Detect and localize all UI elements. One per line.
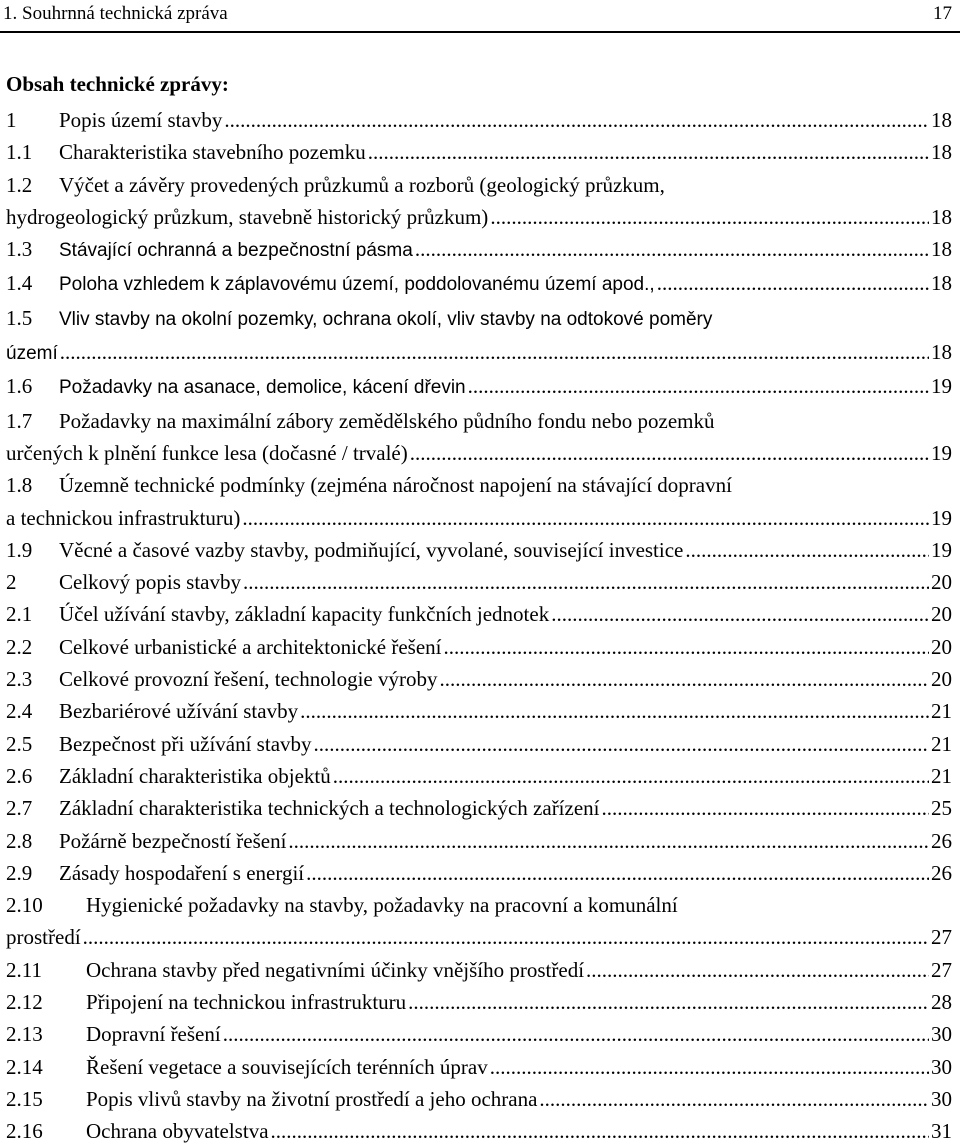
toc-entry[interactable]	[6, 792, 952, 824]
toc-entry-title: hydrogeologický průzkum, stavebně historický průzkum)	[6, 204, 489, 229]
toc-entry-line	[6, 857, 952, 889]
toc-leader-dots	[243, 566, 929, 598]
toc-entry-title: Účel užívání stavby, základní kapacity funkčních jednotek	[59, 602, 550, 627]
toc-entry-text	[6, 136, 366, 168]
toc-entry-number: 2.16	[6, 1119, 43, 1144]
toc-entry-number: 1.4	[6, 271, 33, 296]
toc-entry-line	[6, 986, 952, 1018]
toc-entry-text	[6, 469, 732, 501]
toc-leader-dots	[368, 136, 929, 168]
toc-entry[interactable]	[6, 169, 952, 234]
toc-leader-dots	[271, 1115, 929, 1147]
toc-entry-title: Hygienické požadavky na stavby, požadavky na pracovní a komunální	[86, 893, 678, 918]
toc-entry-text	[6, 598, 549, 630]
toc-entry-text	[6, 534, 683, 566]
toc-page-number: 21	[931, 763, 952, 788]
toc-leader-dots	[314, 728, 929, 760]
toc-entry-number: 2.2	[6, 634, 33, 659]
toc-entry-text	[6, 986, 406, 1018]
toc-entry-title: Popis území stavby	[59, 108, 223, 132]
toc-entry[interactable]	[6, 566, 952, 598]
toc-entry-number: 2.13	[6, 1022, 43, 1047]
toc-entry-title: Řešení vegetace a souvisejících terénních úprav	[86, 1054, 488, 1079]
toc-entry-line	[6, 302, 952, 336]
toc-entry-text	[6, 1018, 221, 1050]
toc-entry-number: 1.8	[6, 473, 33, 498]
toc-entry[interactable]	[6, 104, 952, 136]
toc-entry-text	[6, 104, 222, 136]
toc-entry-title: Připojení na technickou infrastrukturu	[86, 990, 407, 1015]
toc-leader-dots	[224, 104, 929, 136]
toc-entry-line	[6, 889, 952, 921]
toc-entry-title: Požadavky na maximální zábory zemědělského půdního fondu nebo pozemků	[59, 408, 715, 433]
toc-entry-title: Ochrana obyvatelstva	[86, 1119, 269, 1144]
toc-entry-number: 2.5	[6, 731, 33, 756]
header-title: 1. Souhrnná technická zpráva	[3, 3, 228, 24]
toc-entry-number: 1.7	[6, 408, 33, 433]
toc-entry-line	[6, 631, 952, 663]
toc-page-number: 27	[931, 925, 952, 950]
toc-entry-title: území	[6, 343, 58, 365]
toc-entry-title: Věcné a časové vazby stavby, podmiňující, vyvolané, související investice	[59, 537, 684, 562]
toc-leader-dots	[408, 986, 929, 1018]
toc-entry-line	[6, 201, 952, 233]
toc-entry[interactable]	[6, 136, 952, 168]
toc-entry-title: Celkový popis stavby	[59, 570, 241, 595]
toc-entry-number: 2.3	[6, 667, 33, 692]
toc-entry-line	[6, 502, 952, 534]
toc-entry-number: 2.6	[6, 763, 33, 788]
toc-entry-text	[6, 1083, 537, 1115]
toc-leader-dots	[223, 1018, 929, 1050]
toc-page-number: 30	[931, 1054, 952, 1079]
toc-page-number: 18	[931, 108, 952, 132]
toc-leader-dots	[410, 437, 929, 469]
toc-entry-text	[6, 695, 298, 727]
toc-page-number: 19	[931, 505, 952, 530]
toc-entry-number: 1.2	[6, 172, 33, 197]
toc-page-number: 19	[931, 440, 952, 465]
toc-entry[interactable]	[6, 1083, 952, 1115]
toc-entry-title: Ochrana stavby před negativními účinky vnějšího prostředí	[86, 957, 585, 982]
toc-leader-dots	[415, 233, 929, 265]
toc-entry-title: Vliv stavby na okolní pozemky, ochrana okolí, vliv stavby na odtokové poměry	[59, 308, 713, 330]
toc-entry-line	[6, 728, 952, 760]
toc-entry-number: 1.6	[6, 374, 33, 399]
toc-entry-text	[6, 921, 81, 953]
toc-leader-dots	[539, 1083, 929, 1115]
toc-entry-text	[6, 1115, 269, 1147]
toc-entry-title: Celkové provozní řešení, technologie výroby	[59, 667, 438, 692]
toc-entry-text	[6, 566, 241, 598]
toc-entry-line	[6, 469, 952, 501]
toc-page-number: 18	[931, 204, 952, 229]
toc-entry-text	[6, 405, 714, 437]
toc-entry-text	[6, 169, 665, 201]
toc-leader-dots	[685, 534, 929, 566]
toc-page-number: 20	[931, 667, 952, 692]
toc-entry-text	[6, 857, 304, 889]
toc-leader-dots	[60, 336, 929, 368]
toc-entry[interactable]	[6, 370, 952, 404]
toc-leader-dots	[444, 631, 929, 663]
toc-entry-title: Popis vlivů stavby na životní prostředí a jeho ochrana	[86, 1086, 538, 1111]
toc-entry-text	[6, 663, 437, 695]
toc-page-number: 28	[931, 990, 952, 1015]
toc-entry-line	[6, 663, 952, 695]
toc-entry-title: Bezbariérové užívání stavby	[59, 699, 299, 724]
toc-entry-number: 2	[6, 570, 17, 595]
toc-entry-title: Stávající ochranná a bezpečnostní pásma	[59, 240, 413, 262]
toc-entry-line	[6, 370, 952, 404]
toc-entry[interactable]	[6, 233, 952, 267]
toc-page-number: 30	[931, 1022, 952, 1047]
toc-entry[interactable]	[6, 631, 952, 663]
toc-entry-text	[6, 233, 413, 267]
toc-page-number: 21	[931, 699, 952, 724]
toc-page-number: 19	[931, 374, 952, 399]
toc-entry-line	[6, 136, 952, 168]
toc-leader-dots	[468, 370, 929, 402]
toc-leader-dots	[490, 1051, 929, 1083]
toc-leader-dots	[83, 921, 929, 953]
toc-entry-title: Územně technické podmínky (zejména náročnost napojení na stávající dopravní	[59, 473, 732, 498]
toc-leader-dots	[439, 663, 929, 695]
toc-entry-text	[6, 437, 408, 469]
toc-entry[interactable]	[6, 267, 952, 301]
toc-entry[interactable]	[6, 1051, 952, 1083]
toc-page-number: 20	[931, 634, 952, 659]
toc-entry[interactable]	[6, 728, 952, 760]
toc-entry-text	[6, 954, 584, 986]
toc-entry-line	[6, 1051, 952, 1083]
toc-entry[interactable]	[6, 986, 952, 1018]
toc-entry-title: Celkové urbanistické a architektonické řešení	[59, 634, 442, 659]
toc-entry-title: Základní charakteristika technických a technologických zařízení	[59, 796, 600, 821]
toc-leader-dots	[490, 201, 929, 233]
toc-entry-number: 2.15	[6, 1086, 43, 1111]
toc-entry-number: 1.5	[6, 305, 33, 330]
toc-entry-title: Základní charakteristika objektů	[59, 763, 331, 788]
toc-entry-title: Poloha vzhledem k záplavovému území, poddolovanému území apod.,	[59, 274, 655, 296]
toc-page-number: 20	[931, 602, 952, 627]
toc-entry-text	[6, 502, 240, 534]
toc-entry-line	[6, 437, 952, 469]
toc-leader-dots	[333, 760, 929, 792]
toc-entry[interactable]	[6, 302, 952, 371]
toc-entry[interactable]	[6, 889, 952, 954]
toc-leader-dots	[300, 695, 929, 727]
toc-entry-text	[6, 302, 712, 336]
toc-entry-number: 2.8	[6, 828, 33, 853]
toc-entry[interactable]	[6, 760, 952, 792]
toc-entry-text	[6, 792, 600, 824]
toc-entry-line	[6, 1083, 952, 1115]
toc-entry-line	[6, 104, 952, 136]
toc-leader-dots	[586, 954, 929, 986]
toc-entry-line	[6, 954, 952, 986]
toc-leader-dots	[242, 502, 929, 534]
toc-entry-title: Požadavky na asanace, demolice, kácení dřevin	[59, 377, 466, 399]
toc-leader-dots	[288, 825, 929, 857]
toc-entry-number: 1	[6, 108, 17, 132]
toc-entry-line	[6, 760, 952, 792]
toc-entry-line	[6, 695, 952, 727]
toc-entry-line	[6, 598, 952, 630]
toc-entry-text	[6, 728, 312, 760]
table-of-contents	[6, 104, 952, 1148]
toc-entry[interactable]	[6, 469, 952, 534]
toc-entry[interactable]	[6, 695, 952, 727]
toc-entry-text	[6, 267, 655, 301]
toc-entry[interactable]	[6, 598, 952, 630]
toc-page-number: 26	[931, 860, 952, 885]
toc-entry-title: Dopravní řešení	[86, 1022, 221, 1047]
toc-entry-number: 1.3	[6, 237, 33, 262]
toc-heading: Obsah technické zprávy:	[6, 72, 229, 96]
toc-page-number: 21	[931, 731, 952, 756]
toc-entry-line	[6, 534, 952, 566]
toc-leader-dots	[551, 598, 929, 630]
toc-entry[interactable]	[6, 857, 952, 889]
toc-entry-text	[6, 336, 58, 370]
toc-entry-number: 2.1	[6, 602, 33, 627]
header-page-number: 17	[933, 3, 952, 24]
toc-entry-number: 2.12	[6, 990, 43, 1015]
toc-page-number: 30	[931, 1086, 952, 1111]
toc-entry-line	[6, 566, 952, 598]
toc-entry[interactable]	[6, 1115, 952, 1147]
toc-entry-number: 2.11	[6, 957, 42, 982]
toc-entry[interactable]	[6, 825, 952, 857]
toc-entry-number: 2.14	[6, 1054, 43, 1079]
toc-entry-text	[6, 631, 442, 663]
toc-entry-line	[6, 169, 952, 201]
toc-entry-title: Požárně bezpečností řešení	[59, 828, 287, 853]
toc-entry-title: určených k plnění funkce lesa (dočasné / trvalé)	[6, 440, 408, 465]
toc-entry-line	[6, 921, 952, 953]
toc-entry-number: 2.10	[6, 893, 43, 918]
toc-entry[interactable]	[6, 405, 952, 470]
toc-entry-text	[6, 1051, 488, 1083]
toc-leader-dots	[657, 267, 929, 299]
toc-entry-line	[6, 405, 952, 437]
toc-entry-text	[6, 760, 331, 792]
toc-page-number: 31	[931, 1119, 952, 1144]
toc-entry-number: 1.9	[6, 537, 33, 562]
toc-entry-line	[6, 267, 952, 301]
toc-page-number: 18	[931, 271, 952, 296]
toc-entry-title: Zásady hospodaření s energií	[59, 860, 305, 885]
toc-leader-dots	[602, 792, 930, 824]
toc-entry-line	[6, 792, 952, 824]
toc-entry-title: prostředí	[6, 925, 81, 950]
toc-entry-title: a technickou infrastrukturu)	[6, 505, 241, 530]
toc-entry-text	[6, 889, 678, 921]
toc-entry[interactable]	[6, 1018, 952, 1050]
toc-entry-title: Bezpečnost při užívání stavby	[59, 731, 312, 756]
toc-entry-number: 2.4	[6, 699, 33, 724]
toc-entry-line	[6, 336, 952, 370]
toc-entry-number: 2.9	[6, 860, 33, 885]
toc-entry-text	[6, 370, 466, 404]
toc-entry-line	[6, 233, 952, 267]
toc-leader-dots	[306, 857, 929, 889]
toc-page-number: 18	[931, 140, 952, 165]
toc-entry-title: Charakteristika stavebního pozemku	[59, 140, 366, 165]
toc-page-number: 20	[931, 570, 952, 595]
toc-page-number: 18	[931, 237, 952, 262]
toc-entry-line	[6, 825, 952, 857]
toc-entry-number: 2.7	[6, 796, 33, 821]
toc-entry[interactable]	[6, 954, 952, 986]
toc-page-number: 26	[931, 828, 952, 853]
toc-entry-text	[6, 825, 286, 857]
page-header	[0, 0, 960, 33]
toc-page-number: 27	[931, 957, 952, 982]
toc-entry-text	[6, 201, 488, 233]
toc-page-number: 19	[931, 537, 952, 562]
toc-entry-line	[6, 1018, 952, 1050]
toc-page-number: 18	[931, 340, 952, 365]
toc-page-number: 25	[931, 796, 952, 821]
toc-entry-title: Výčet a závěry provedených průzkumů a rozborů (geologický průzkum,	[59, 172, 665, 197]
toc-entry-number: 1.1	[6, 140, 33, 165]
toc-entry-line	[6, 1115, 952, 1147]
toc-entry[interactable]	[6, 663, 952, 695]
toc-entry[interactable]	[6, 534, 952, 566]
